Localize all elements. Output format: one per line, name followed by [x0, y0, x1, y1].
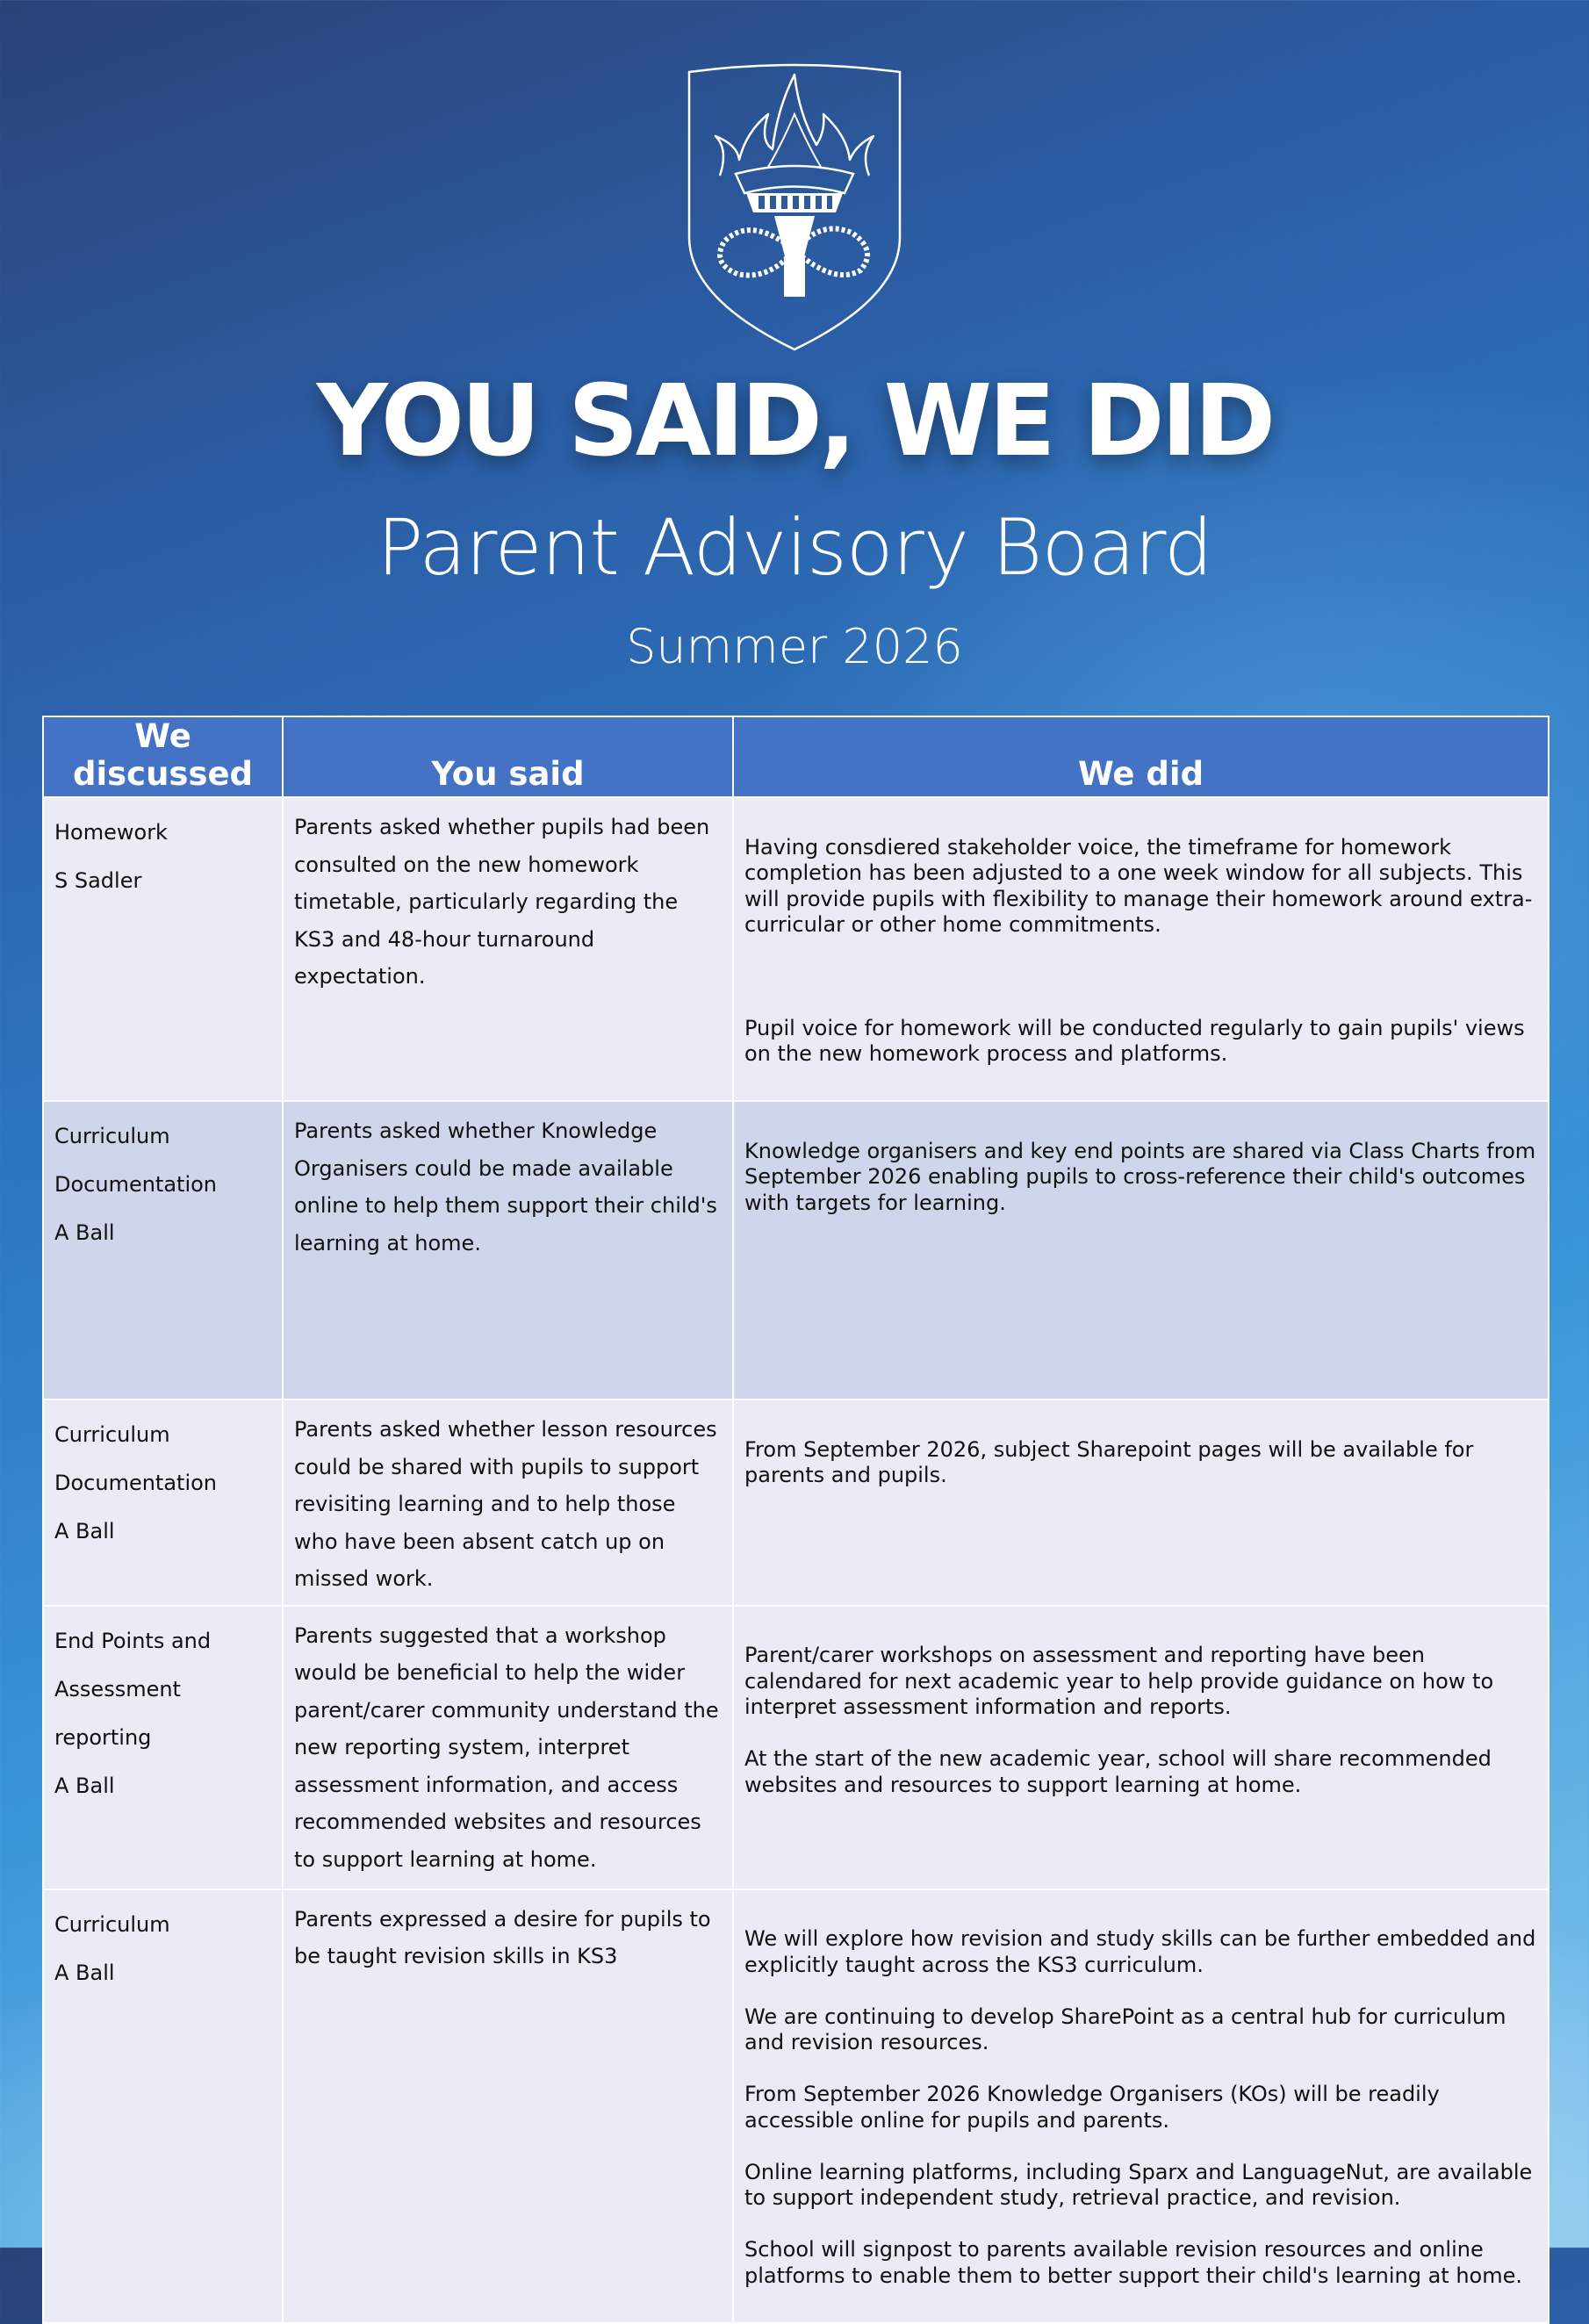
- table-row: [43, 1889, 1549, 2323]
- we-did-text: Having consdiered stakeholder voice, the timeframe for homework completion has been adjusted to a one week window for all subjects. This will provide pupils with flexibility to manage their homework around extra-curricular or other home commitments.: [744, 834, 1533, 937]
- we-did-text: From September 2026, subject Sharepoint pages will be available for parents and pupils.: [744, 1436, 1474, 1487]
- topic-owner: A Ball: [54, 1960, 115, 1985]
- header-we-discussed: We discussed: [43, 716, 283, 797]
- table-row: [43, 797, 1549, 1101]
- header-we-did: We did: [733, 716, 1549, 797]
- topic-line: Curriculum: [54, 1911, 170, 1937]
- header-you-said: You said: [283, 716, 733, 797]
- topic-line: End Points and: [54, 1628, 212, 1653]
- table-row: [43, 1399, 1549, 1606]
- you-said-cell: Parents suggested that a workshop would be beneficial to help the wider parent/carer community understand the new reporting system, interpret assessment information, and access recommended websites and resources to support learning at home.: [283, 1606, 733, 1889]
- topic-line: Documentation: [54, 1471, 218, 1495]
- you-said-cell: Parents asked whether lesson resources could be shared with pupils to support revisiting learning and to help those who have been absent catch up on missed work.: [283, 1399, 733, 1606]
- we-did-text: Parent/carer workshops on assessment and reporting have been calendared for next academic year to help provide guidance on how to interpret assessment information and reports.: [744, 1643, 1494, 1719]
- we-did-cell: [733, 1606, 1549, 1889]
- page-title: YOU SAID, WE DID: [316, 364, 1273, 478]
- we-did-cell: [733, 1889, 1549, 2323]
- topic-cell: [43, 1399, 283, 1606]
- you-said-cell: Parents asked whether pupils had been consulted on the new homework timetable, particularly regarding the KS3 and 48-hour turnaround expectation.: [283, 797, 733, 1101]
- topic-owner: S Sadler: [54, 868, 142, 893]
- topic-cell: [43, 1101, 283, 1399]
- we-did-text: We are continuing to develop SharePoint as a central hub for curriculum and revision resources.: [744, 2004, 1506, 2054]
- topic-owner: A Ball: [54, 1519, 115, 1543]
- topic-owner: A Ball: [54, 1220, 115, 1245]
- we-did-text: From September 2026 Knowledge Organisers (KOs) will be readily accessible online for pupils and parents.: [744, 2082, 1440, 2133]
- table-header-row: [43, 716, 1549, 797]
- topic-cell: [43, 1606, 283, 1889]
- topic-line: Curriculum: [54, 1422, 170, 1447]
- topic-line: Assessment: [54, 1676, 181, 1702]
- we-did-text: Pupil voice for homework will be conducted regularly to gain pupils' views on the new homework process and platforms.: [744, 1015, 1525, 1066]
- topic-line: reporting: [54, 1724, 152, 1750]
- you-said-we-did-table: [42, 716, 1549, 2324]
- you-said-cell: Parents expressed a desire for pupils to be taught revision skills in KS3: [283, 1889, 733, 2323]
- table-row: [43, 1606, 1549, 1889]
- torch-crest-icon: [685, 61, 904, 351]
- we-did-cell: [733, 1101, 1549, 1399]
- topic-line: Documentation: [54, 1172, 218, 1197]
- table-row: [43, 1101, 1549, 1399]
- we-did-spacer: [744, 964, 1537, 989]
- topic-line: Curriculum: [54, 1124, 170, 1148]
- we-did-cell: [733, 1399, 1549, 1606]
- you-said-cell: Parents asked whether Knowledge Organisers could be made available online to help them support their child's learning at home.: [283, 1101, 733, 1399]
- we-did-text: Knowledge organisers and key end points are shared via Class Charts from September 2026 enabling pupils to cross-reference their child's outcomes with targets for learning.: [744, 1138, 1536, 1215]
- we-did-text: School will signpost to parents available revision resources and online platforms to enable them to better support their child's learning at home.: [744, 2237, 1522, 2288]
- page-subtitle: Parent Advisory Board: [377, 502, 1212, 593]
- we-did-text: We will explore how revision and study skills can be further embedded and explicitly taught across the KS3 curriculum.: [744, 1926, 1536, 1977]
- topic-owner: A Ball: [54, 1773, 115, 1798]
- we-did-text: Online learning platforms, including Sparx and LanguageNut, are available to support independent study, retrieval practice, and revision.: [744, 2159, 1533, 2210]
- topic-line: Homework: [54, 820, 168, 845]
- topic-cell: [43, 1889, 283, 2323]
- we-did-cell: [733, 797, 1549, 1101]
- we-did-text: At the start of the new academic year, school will share recommended websites and resources to support learning at home.: [744, 1746, 1492, 1797]
- term-label: Summer 2026: [626, 619, 963, 674]
- topic-cell: [43, 797, 283, 1101]
